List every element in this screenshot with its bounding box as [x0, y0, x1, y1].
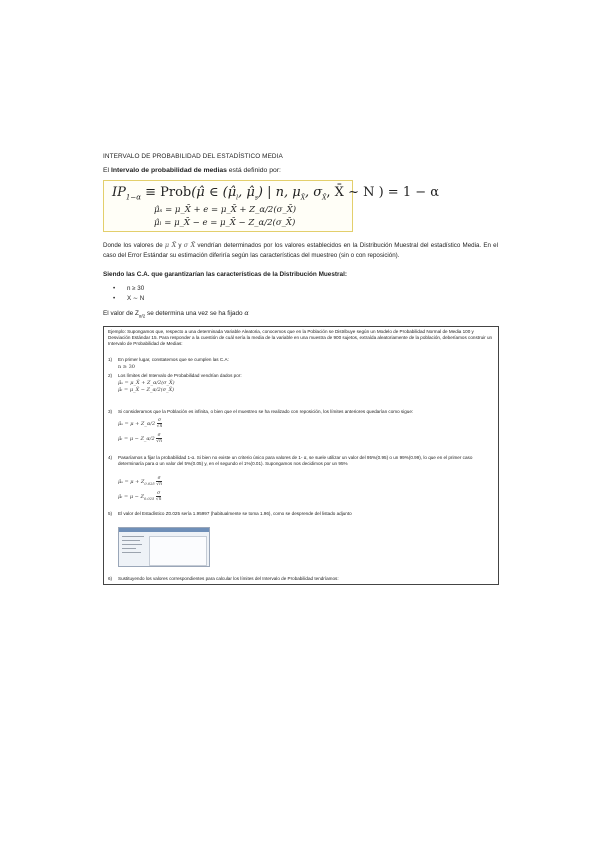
screenshot-grid — [149, 536, 207, 566]
formula-equiv: ≡ — [140, 185, 161, 200]
section-title: INTERVALO DE PROBABILIDAD DEL ESTADÍSTICO MEDIA — [103, 153, 283, 160]
formula-part-i: , σ — [305, 185, 323, 200]
fraction — [156, 433, 162, 444]
screenshot-line — [122, 536, 144, 537]
formula-part-k: , X̄ ~ N ) = 1 − α — [326, 185, 440, 200]
para1-symbol-mu: μ X̄ — [164, 241, 177, 249]
step-1-equation: n ≥ 30 — [118, 364, 135, 370]
fraction-denominator: √n — [156, 482, 162, 487]
explanation-paragraph — [103, 241, 498, 260]
screenshot-line — [122, 548, 136, 549]
example-intro: Ejemplo: Supongamos que, respecto a una determinada Variable Aleatoria, conocemos que en la Población se Distribuye según un Modelo de Probabilidad Normal de Media 100 y Desviación Estándar 15. Para responder a la cuestión de cuál sería la media de la variable en una muestra de 900 sujetos, extraída aleatoriamente de la población, deberíamos construir un Intervalo de Probabilidad de Medias: — [108, 329, 493, 347]
z-value-line — [103, 309, 249, 318]
formula-ip-sub: 1−α — [125, 193, 141, 202]
formula-part-c: (μ̂ ∈ (μ̂ — [191, 185, 237, 200]
fraction-numerator: σ — [157, 476, 161, 481]
zline-sub: α/2 — [138, 313, 146, 319]
step-text: El valor del Estadístico Z0.025 sería 1.95997 (habitualmente se toma 1.96), como se desprende del listado adjunto — [118, 511, 352, 516]
list-item: • X ∼ N — [113, 294, 144, 304]
screenshot-line — [122, 544, 142, 545]
formula-part-g: ) | n, μ — [257, 185, 301, 200]
formula-upper-limit: μ̂ₛ = μ_X̄ + e = μ_X̄ + Z_α/2(σ_X̄) — [154, 205, 297, 215]
fraction — [157, 418, 163, 429]
equation-text: μ̂ₗ = μ − Z_α/2 — [118, 436, 155, 442]
step-2-equation-upper: μ̂ₛ = μ_X̄ + Z_α/2(σ_X̄) — [118, 380, 175, 386]
step-4-equation-lower — [118, 491, 161, 502]
screenshot-line — [122, 540, 140, 541]
conditions-list — [113, 284, 144, 304]
step-2-equation-lower: μ̂ₗ = μ_X̄ − Z_α/2(σ_X̄) — [118, 387, 175, 393]
fraction — [156, 476, 162, 487]
formula-main — [112, 185, 439, 202]
step-number: 1) — [108, 357, 113, 362]
equation-subscript: 0.025 — [144, 482, 155, 486]
para1-symbol-sigma: σ X̄ — [183, 241, 196, 249]
fraction-numerator: σ — [158, 418, 162, 423]
equation-text: μ̂ₛ = μ + Z_α/2 — [118, 421, 156, 427]
para1-a: Donde los valores de — [103, 242, 165, 249]
step-3-equation-upper — [118, 418, 162, 429]
example-box — [103, 326, 499, 585]
step-text: En primer lugar, constatemos que se cumplen las C.A: — [118, 357, 229, 362]
step-3-equation-lower — [118, 433, 162, 444]
conditions-heading: Siendo las C.A. que garantizarían las características de la Distribución Muestral: — [103, 271, 347, 278]
formula-box — [103, 180, 440, 232]
intro-bold: Intervalo de probabilidad de medias — [110, 167, 227, 174]
para1-c: vendrían determinados por los valores establecidos en la Distribución Muestral del estadístico Media. En el caso del Error Estándar su estimación diferiría según las características del muestreo (sin o con reposición). — [103, 242, 498, 259]
equation-text: μ̂ₗ = μ − Z — [118, 494, 144, 500]
formula-part-h: X̄ — [300, 194, 305, 202]
equation-subscript: 0.025 — [143, 497, 155, 501]
step-text: Los límites del Intervalo de Probabilidad vendrían dados por: — [118, 373, 242, 378]
software-screenshot-image — [118, 527, 210, 567]
step-number: 5) — [108, 511, 113, 516]
step-4-equation-upper — [118, 476, 162, 487]
formula-prob: Prob — [160, 185, 192, 200]
fraction-numerator: σ — [157, 491, 161, 496]
intro-line — [103, 167, 281, 174]
intro-prefix: El — [103, 167, 111, 174]
formula-part-e: , μ̂ — [238, 185, 255, 200]
fraction-denominator: √n — [156, 439, 162, 444]
fraction-denominator: √n — [156, 424, 163, 429]
step-number: 3) — [108, 409, 113, 414]
zline-b: se determina una vez se ha fijado — [145, 310, 245, 317]
formula-part-d: l — [236, 194, 239, 202]
screenshot-titlebar — [119, 528, 209, 532]
step-text: Sustituyendo los valores correspondientes para calcular los límites del Intervalo de Probabilidad tendríamos: — [118, 576, 339, 581]
para1-b: y — [176, 242, 184, 249]
equation-text: μ̂ₛ = μ + Z — [118, 479, 145, 485]
zline-alpha: α — [244, 309, 249, 317]
formula-part-f: s — [254, 194, 258, 202]
step-number: 6) — [108, 576, 113, 581]
formula-part-j: X̄ — [322, 194, 327, 202]
list-item: • n ≥ 30 — [113, 284, 144, 294]
screenshot-line — [122, 552, 141, 553]
formula-ip: IP — [112, 185, 126, 200]
step-number: 4) — [108, 455, 113, 460]
fraction-numerator: σ — [157, 433, 161, 438]
step-text: Pasaríamos a fijar la probabilidad 1-α. Si bien no existe un criterio único para valores de 1- α, se suele utilizar un valor del 95%(0.95) o un 99%(0.99), lo que en el primer caso determinaría para α un valor del 5%(0.05) y, en el segundo el 1%(0.01). Supongamos nos decidimos por un 95% — [118, 455, 473, 467]
step-number: 2) — [108, 373, 113, 378]
intro-suffix: está definido por: — [226, 167, 281, 174]
fraction-denominator: √n — [155, 497, 162, 502]
step-text: Si consideramos que la Población es infinita, o bien que el muestreo se ha realizado con reposición, los límites anteriores quedarían como sigue: — [118, 409, 414, 414]
zline-a: El valor de Z — [103, 310, 139, 317]
fraction — [156, 491, 162, 502]
formula-lower-limit: μ̂ₗ = μ_X̄ − e = μ_X̄ − Z_α/2(σ_X̄) — [154, 218, 296, 228]
